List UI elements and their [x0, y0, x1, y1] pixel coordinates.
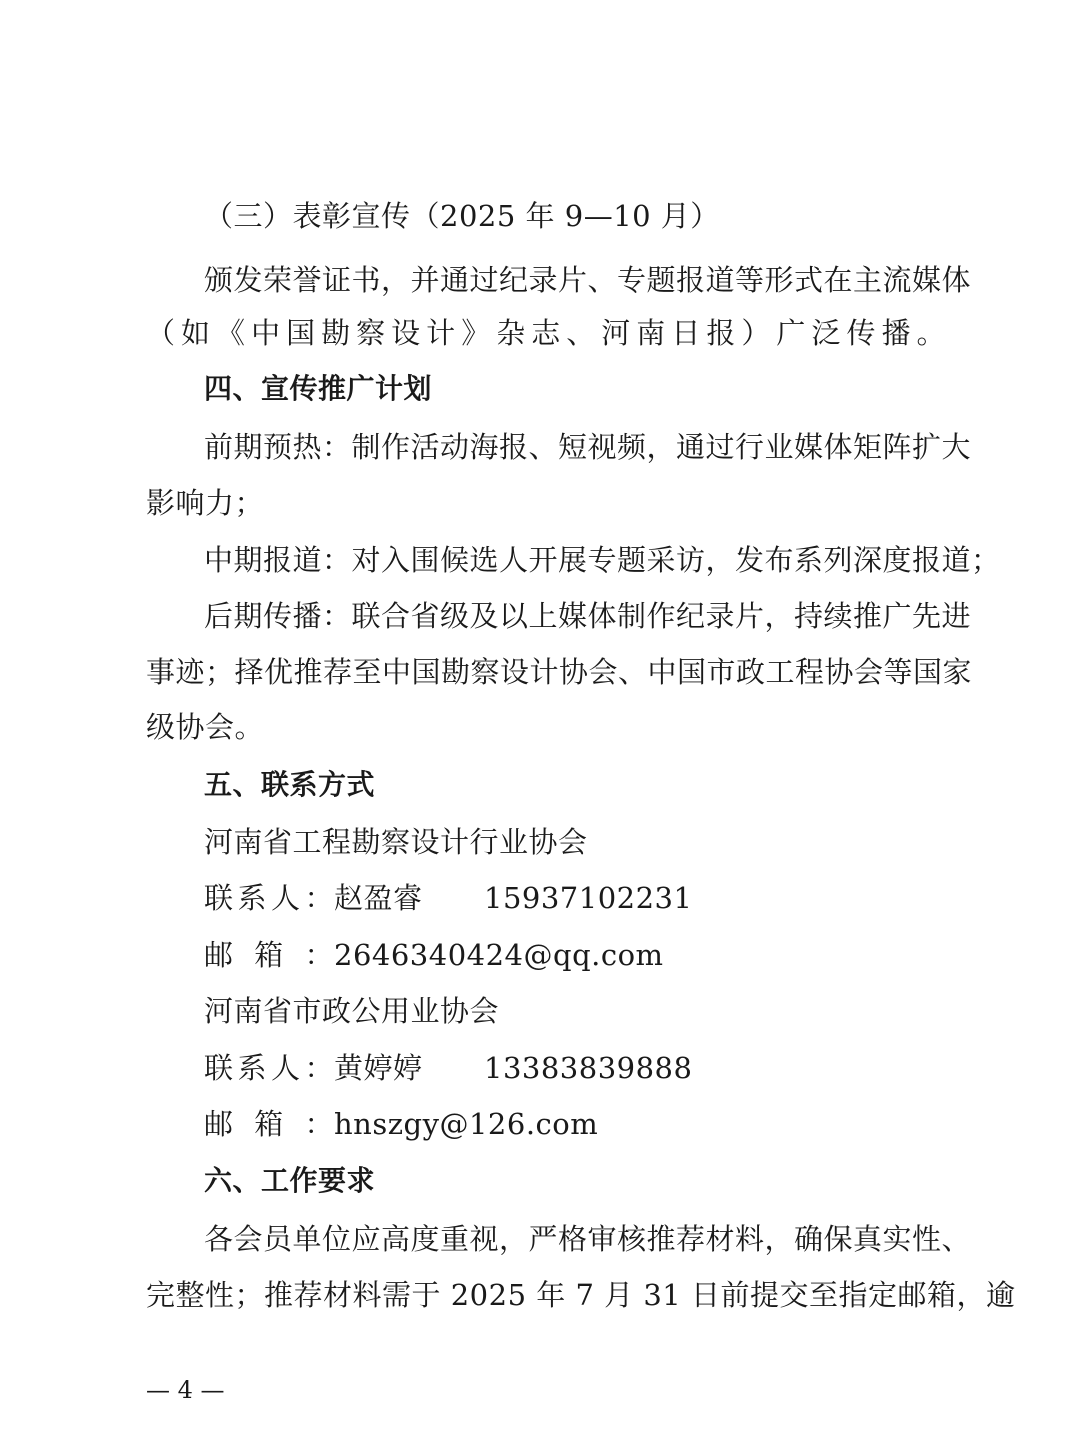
page-number: — 4 —	[146, 1376, 225, 1404]
contact-name: 黄婷婷	[334, 1051, 423, 1085]
section6-heading: 六、工作要求	[204, 1164, 376, 1197]
section5-heading: 五、联系方式	[204, 768, 376, 801]
org2-name: 河南省市政公用业协会	[204, 994, 500, 1028]
org1-name: 河南省工程勘察设计行业协会	[204, 825, 588, 859]
mid-stage-line: 中期报道：对入围候选人开展专题采访，发布系列深度报道；	[204, 543, 1001, 577]
org2-contact-row	[204, 1048, 692, 1088]
email-label: 邮箱：	[204, 1107, 334, 1141]
org2-email-row	[204, 1104, 598, 1144]
early-stage-line1: 前期预热：制作活动海报、短视频，通过行业媒体矩阵扩大	[204, 430, 972, 464]
email-address: 2646340424@qq.com	[334, 938, 664, 972]
section6-paragraph-line2: 完整性；推荐材料需于 2025 年 7 月 31 日前提交至指定邮箱，逾	[146, 1278, 1016, 1312]
contact-label: 联系人：	[204, 1051, 334, 1085]
section4-heading: 四、宣传推广计划	[204, 372, 433, 405]
section3-paragraph-line1: 颁发荣誉证书，并通过纪录片、专题报道等形式在主流媒体	[204, 263, 972, 297]
contact-phone: 13383839888	[484, 1051, 693, 1085]
late-stage-line2: 事迹；择优推荐至中国勘察设计协会、中国市政工程协会等国家	[146, 655, 973, 689]
section6-paragraph-line1: 各会员单位应高度重视，严格审核推荐材料，确保真实性、	[204, 1222, 972, 1256]
section3-paragraph-line2: （如《中国勘察设计》杂志、河南日报）广泛传播。	[146, 316, 946, 350]
contact-label: 联系人：	[204, 881, 334, 915]
contact-name: 赵盈睿	[334, 881, 423, 915]
section3-heading: （三）表彰宣传（2025 年 9—10 月）	[204, 199, 720, 233]
late-stage-line1: 后期传播：联合省级及以上媒体制作纪录片，持续推广先进	[204, 599, 972, 633]
email-label: 邮箱：	[204, 938, 334, 972]
late-stage-line3: 级协会。	[146, 710, 265, 744]
email-address: hnszgy@126.com	[334, 1107, 599, 1141]
org1-contact-row	[204, 878, 692, 918]
early-stage-line2: 影响力；	[146, 486, 265, 520]
org1-email-row	[204, 935, 664, 975]
contact-phone: 15937102231	[484, 881, 693, 915]
